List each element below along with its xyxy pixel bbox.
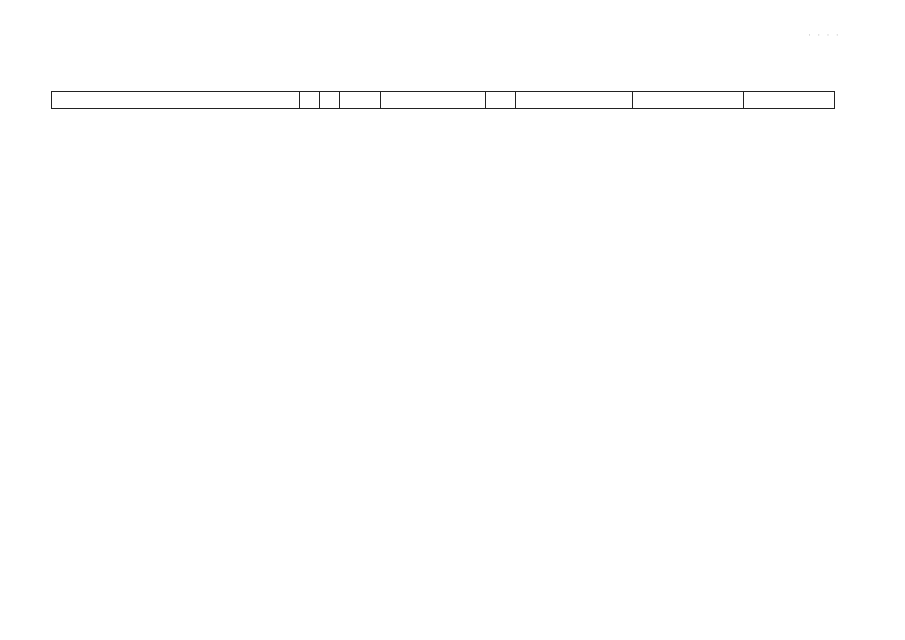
header-col-2 bbox=[300, 92, 320, 108]
header-col-8 bbox=[633, 92, 744, 108]
header-col-6 bbox=[486, 92, 516, 108]
header-col-4 bbox=[340, 92, 381, 108]
scan-noise: · · · · bbox=[808, 30, 841, 40]
header-col-7 bbox=[516, 92, 633, 108]
table-header bbox=[51, 91, 835, 109]
header-col-1 bbox=[52, 92, 300, 108]
header-col-3 bbox=[320, 92, 340, 108]
header-col-5 bbox=[381, 92, 486, 108]
header-col-9 bbox=[744, 92, 834, 108]
